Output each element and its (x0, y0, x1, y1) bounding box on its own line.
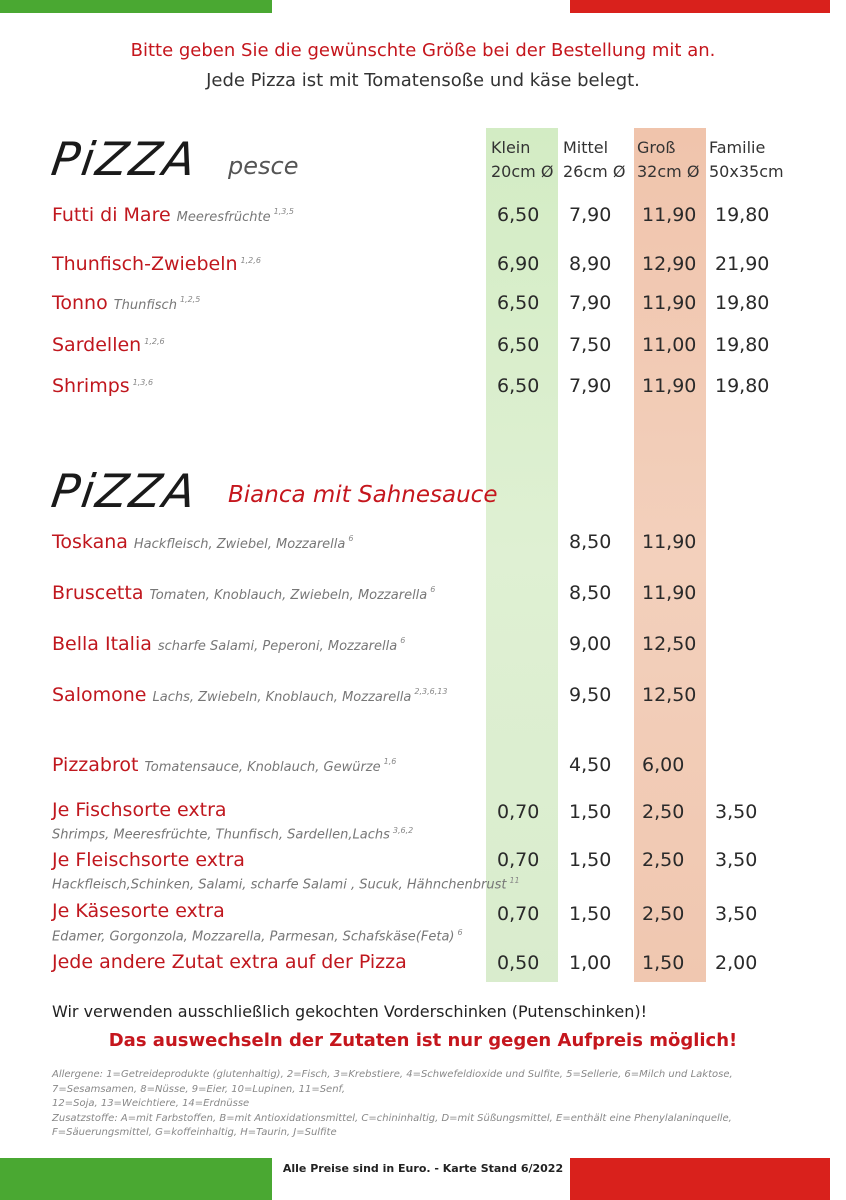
extra-item-name: Jede andere Zutat extra auf der Pizza (52, 951, 407, 973)
price-klein: 0,70 (497, 801, 540, 823)
price-mittel: 8,50 (569, 582, 612, 604)
pizza-logo-pesce: PiZZA (48, 132, 201, 186)
price-klein: 0,70 (497, 849, 540, 871)
price-klein: 6,50 (497, 375, 540, 397)
price-mittel: 9,00 (569, 633, 612, 655)
ham-note: Wir verwenden ausschließlich gekochten Vorderschinken (Putenschinken)! (52, 1002, 648, 1021)
price-gross: 11,90 (642, 582, 697, 604)
price-familie: 3,50 (715, 849, 758, 871)
price-gross: 12,50 (642, 633, 697, 655)
price-mittel: 1,50 (569, 849, 612, 871)
section-bianca-subtitle: Bianca mit Sahnesauce (228, 482, 498, 508)
price-mittel: 8,50 (569, 531, 612, 553)
price-gross: 2,50 (642, 849, 685, 871)
price-gross: 11,90 (642, 292, 697, 314)
price-mittel: 1,50 (569, 903, 612, 925)
intro-size-note: Bitte geben Sie die gewünschte Größe bei der Bestellung mit an. (130, 40, 716, 61)
allergen-legend: Allergene: 1=Getreideprodukte (glutenhaltig), 2=Fisch, 3=Krebstiere, 4=Schwefeldioxide und Sulfite, 5=Sellerie, 6=Milch und Laktose, 7=Sesamsamen, 8=Nüsse, 9=Eier, 10=Lupinen, 11=Senf, 12=Soja, 13=Weichtiere, 14=Erdnüsse Zusatzstoffe: A=mit Farbstoffen, B=mit Antioxidationsmittel, C=chininhaltig, D=mit Süßungsmittel, E=enthält eine Phenylalaninquelle, F=Säuerungsmittel, G=koffeinhaltig, H=Taurin, J=Sulfite (52, 1069, 733, 1139)
price-mittel: 8,90 (569, 253, 612, 275)
ingredient-swap-note: Das auswechseln der Zutaten ist nur gegen Aufpreis möglich! (108, 1030, 738, 1051)
price-gross: 11,90 (642, 531, 697, 553)
price-familie: 21,90 (715, 253, 770, 275)
extra-item-name: Je Käsesorte extra (52, 900, 225, 922)
column-header-klein: Klein 20cm Ø (491, 138, 554, 181)
section-pesce-subtitle: pesce (228, 152, 299, 180)
price-mittel: 9,50 (569, 684, 612, 706)
price-mittel: 1,50 (569, 801, 612, 823)
price-familie: 3,50 (715, 903, 758, 925)
extra-item-options: Hackfleisch,Schinken, Salami, scharfe Salami , Sucuk, Hähnchenbrust $^{11}$ (52, 876, 520, 893)
column-header-gross: Groß 32cm Ø (637, 138, 700, 181)
price-familie: 19,80 (715, 204, 770, 226)
menu-item-name: Salomone Lachs, Zwiebeln, Knoblauch, Mozzarella $^{2,3,6,13}$ (52, 684, 448, 706)
menu-item-name: Tonno Thunfisch $^{1,2,5}$ (52, 292, 201, 314)
price-mittel: 1,00 (569, 952, 612, 974)
price-gross: 12,50 (642, 684, 697, 706)
price-gross: 11,90 (642, 204, 697, 226)
flag-stripe-red (570, 0, 830, 13)
price-familie: 19,80 (715, 292, 770, 314)
extra-item-name: Pizzabrot Tomatensauce, Knoblauch, Gewürze $^{1,6}$ (52, 754, 397, 776)
price-klein: 6,90 (497, 253, 540, 275)
price-gross: 11,00 (642, 334, 697, 356)
price-klein: 6,50 (497, 334, 540, 356)
intro-topping-note: Jede Pizza ist mit Tomatensoße und käse belegt. (206, 70, 640, 91)
price-gross: 6,00 (642, 754, 685, 776)
pizza-logo-bianca: PiZZA (48, 464, 201, 518)
column-header-familie: Familie 50x35cm (709, 138, 784, 181)
menu-item-name: Futti di Mare Meeresfrüchte $^{1,3,5}$ (52, 204, 294, 226)
price-familie: 3,50 (715, 801, 758, 823)
price-familie: 19,80 (715, 334, 770, 356)
flag-stripe-green (0, 0, 272, 13)
price-klein: 6,50 (497, 292, 540, 314)
price-gross: 2,50 (642, 801, 685, 823)
extra-item-options: Edamer, Gorgonzola, Mozzarella, Parmesan, Schafskäse(Feta) $^6$ (52, 928, 463, 945)
footer-price-note: Alle Preise sind in Euro. - Karte Stand 6/2022 (282, 1162, 564, 1175)
menu-item-name: Shrimps $^{1,3,6}$ (52, 375, 154, 397)
price-klein: 0,70 (497, 903, 540, 925)
price-mittel: 7,90 (569, 292, 612, 314)
column-header-mittel: Mittel 26cm Ø (563, 138, 626, 181)
menu-item-name: Bruscetta Tomaten, Knoblauch, Zwiebeln, Mozzarella $^6$ (52, 582, 436, 604)
price-familie: 19,80 (715, 375, 770, 397)
menu-item-name: Bella Italia scharfe Salami, Peperoni, Mozzarella $^6$ (52, 633, 406, 655)
price-mittel: 7,90 (569, 375, 612, 397)
menu-item-name: Toskana Hackfleisch, Zwiebel, Mozzarella $^6$ (52, 531, 354, 553)
price-familie: 2,00 (715, 952, 758, 974)
price-gross: 12,90 (642, 253, 697, 275)
extra-item-options: Shrimps, Meeresfrüchte, Thunfisch, Sardellen,Lachs $^{3,6,2}$ (52, 826, 414, 843)
price-gross: 1,50 (642, 952, 685, 974)
price-mittel: 7,50 (569, 334, 612, 356)
menu-item-name: Sardellen $^{1,2,6}$ (52, 334, 165, 356)
price-gross: 11,90 (642, 375, 697, 397)
extra-item-name: Je Fischsorte extra (52, 799, 227, 821)
menu-item-name: Thunfisch-Zwiebeln $^{1,2,6}$ (52, 253, 261, 275)
price-klein: 6,50 (497, 204, 540, 226)
price-mittel: 4,50 (569, 754, 612, 776)
extra-item-name: Je Fleischsorte extra (52, 849, 245, 871)
price-gross: 2,50 (642, 903, 685, 925)
price-mittel: 7,90 (569, 204, 612, 226)
price-klein: 0,50 (497, 952, 540, 974)
